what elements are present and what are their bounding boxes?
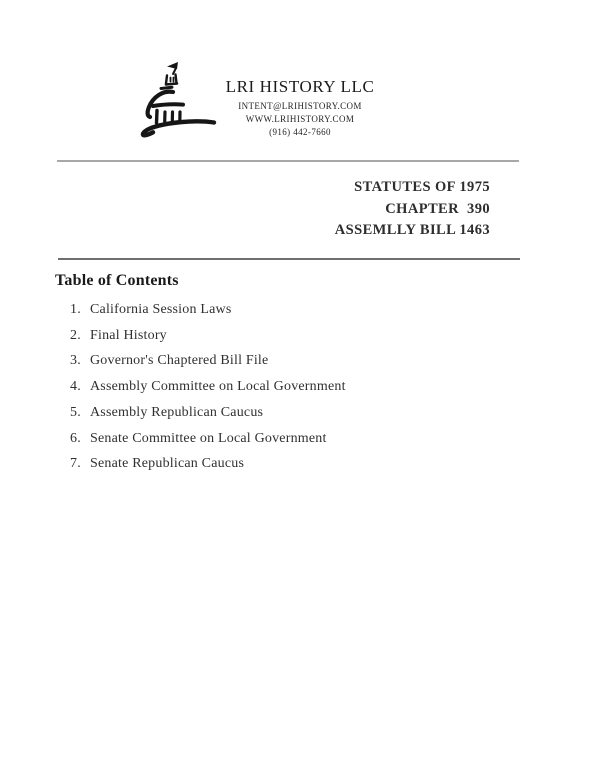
toc-item-label: Senate Committee on Local Government: [90, 430, 327, 446]
divider-bottom: [58, 258, 520, 260]
statutes-heading: [335, 177, 490, 242]
toc-title: Table of Contents: [55, 272, 179, 289]
toc-item: [70, 426, 500, 452]
divider-top: [57, 160, 519, 162]
toc-item-number: 6.: [70, 430, 81, 446]
toc-item-label: Assembly Republican Caucus: [90, 404, 264, 420]
toc-item-label: California Session Laws: [90, 302, 232, 317]
statutes-year-line: STATUTES OF 1975: [354, 179, 490, 195]
toc-item: [70, 374, 500, 400]
company-name: LRI HISTORY LLC: [225, 77, 375, 96]
toc-item: [70, 323, 500, 349]
toc-item-number: 1.: [70, 302, 81, 317]
toc-item-label: Assembly Committee on Local Government: [90, 379, 346, 395]
company-email: INTENT@LRIHISTORY.COM: [238, 101, 362, 111]
letterhead: [219, 77, 381, 139]
toc-item-label: Governor's Chaptered Bill File: [90, 353, 269, 369]
toc-item-number: 7.: [70, 456, 81, 472]
toc-item-number: 5.: [70, 404, 81, 420]
toc-item: [70, 400, 500, 426]
toc-item: [70, 297, 500, 323]
toc-item-number: 3.: [70, 353, 81, 369]
company-website: WWW.LRIHISTORY.COM: [245, 114, 355, 124]
statutes-chapter-line: CHAPTER 390: [385, 200, 490, 217]
toc-item: [70, 451, 500, 477]
toc-list: [70, 297, 500, 477]
statutes-bill-line: ASSEMLLY BILL 1463: [334, 222, 490, 238]
toc-item-number: 4.: [70, 379, 81, 395]
toc-item-label: Final History: [90, 327, 167, 343]
capitol-dome-logo-icon: [137, 59, 219, 139]
company-phone: (916) 442-7660: [269, 127, 331, 137]
toc-item-number: 2.: [70, 327, 81, 343]
toc-item-label: Senate Republican Caucus: [90, 456, 245, 472]
toc-item: [70, 348, 500, 374]
